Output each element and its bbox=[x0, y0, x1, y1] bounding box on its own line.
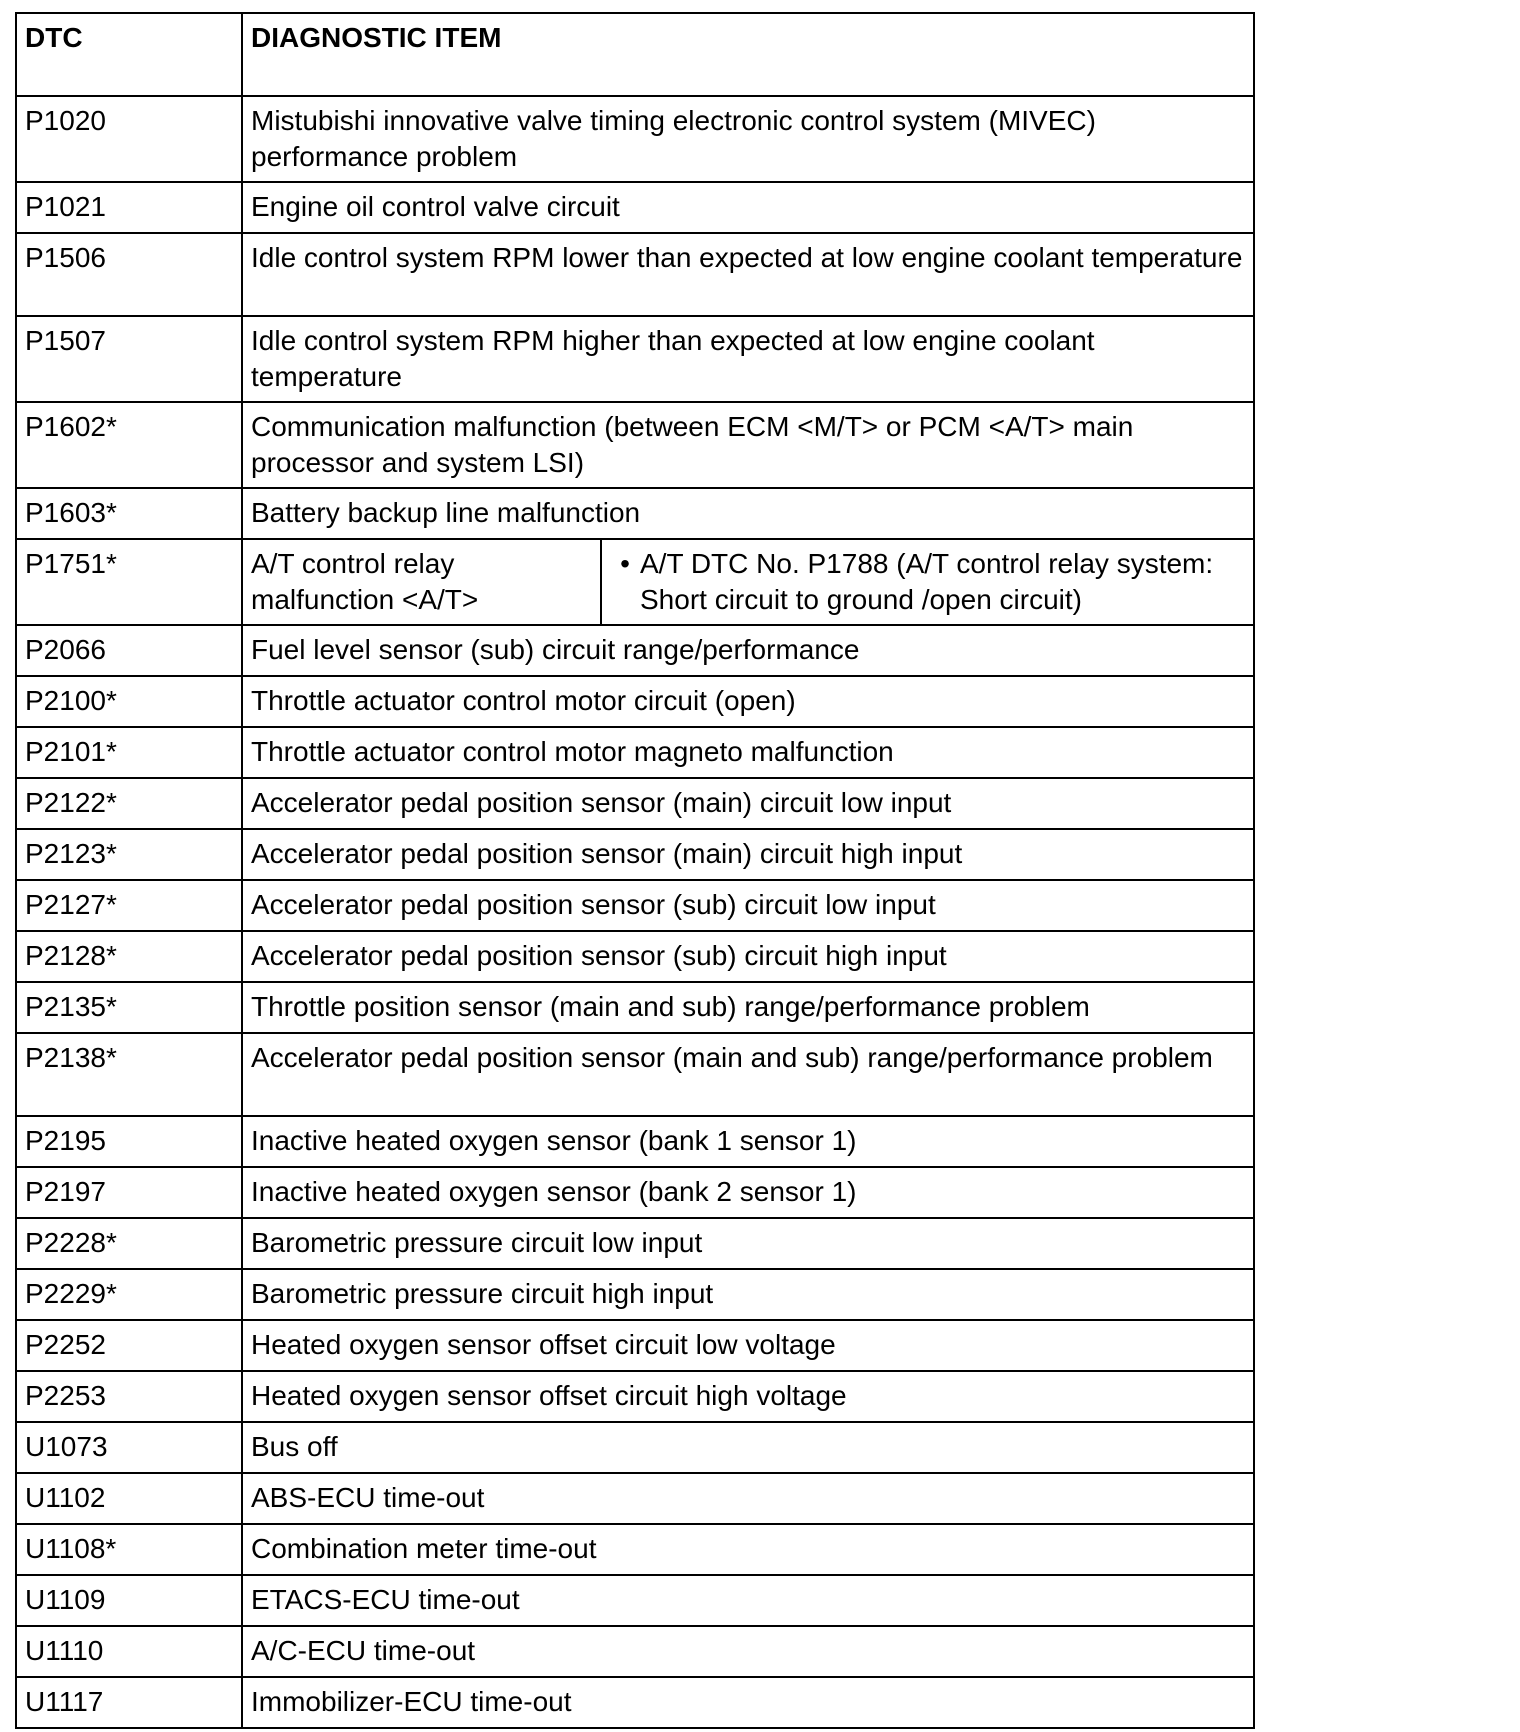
diagnostic-item: Idle control system RPM lower than expected at low engine coolant temperature bbox=[242, 233, 1254, 316]
table-row bbox=[16, 625, 1254, 676]
table-row bbox=[16, 1033, 1254, 1116]
table-row bbox=[16, 676, 1254, 727]
table-row bbox=[16, 931, 1254, 982]
diagnostic-item: ABS-ECU time-out bbox=[242, 1473, 1254, 1524]
diagnostic-note bbox=[601, 539, 1254, 625]
diagnostic-item: Throttle position sensor (main and sub) range/performance problem bbox=[242, 982, 1254, 1033]
dtc-code: P1602* bbox=[16, 402, 242, 488]
note-text: A/T DTC No. P1788 (A/T control relay system: Short circuit to ground /open circuit) bbox=[640, 548, 1214, 615]
diagnostic-item: A/T control relay malfunction <A/T> bbox=[242, 539, 601, 625]
dtc-code: P1751* bbox=[16, 539, 242, 625]
table-row bbox=[16, 1575, 1254, 1626]
diagnostic-item: Accelerator pedal position sensor (main and sub) range/performance problem bbox=[242, 1033, 1254, 1116]
dtc-code: P2135* bbox=[16, 982, 242, 1033]
diagnostic-item: Inactive heated oxygen sensor (bank 1 sensor 1) bbox=[242, 1116, 1254, 1167]
dtc-code: P1506 bbox=[16, 233, 242, 316]
dtc-code: U1110 bbox=[16, 1626, 242, 1677]
table-row bbox=[16, 182, 1254, 233]
dtc-code: P2195 bbox=[16, 1116, 242, 1167]
dtc-code: U1108* bbox=[16, 1524, 242, 1575]
dtc-code: P2123* bbox=[16, 829, 242, 880]
dtc-code: P1021 bbox=[16, 182, 242, 233]
table-row bbox=[16, 1167, 1254, 1218]
dtc-code: P2122* bbox=[16, 778, 242, 829]
table-row bbox=[16, 488, 1254, 539]
table-row bbox=[16, 1320, 1254, 1371]
dtc-code: P2128* bbox=[16, 931, 242, 982]
diagnostic-item: Accelerator pedal position sensor (sub) circuit high input bbox=[242, 931, 1254, 982]
diagnostic-item: Barometric pressure circuit high input bbox=[242, 1269, 1254, 1320]
bullet-icon: • bbox=[620, 548, 630, 579]
dtc-code: P2228* bbox=[16, 1218, 242, 1269]
diagnostic-item: Barometric pressure circuit low input bbox=[242, 1218, 1254, 1269]
dtc-code: U1102 bbox=[16, 1473, 242, 1524]
diagnostic-item: Idle control system RPM higher than expected at low engine coolant temperature bbox=[242, 316, 1254, 402]
table-row bbox=[16, 982, 1254, 1033]
dtc-code: P2101* bbox=[16, 727, 242, 778]
table-row bbox=[16, 727, 1254, 778]
table-row bbox=[16, 539, 1254, 625]
dtc-code: P1020 bbox=[16, 96, 242, 182]
diagnostic-item: Accelerator pedal position sensor (main) circuit low input bbox=[242, 778, 1254, 829]
dtc-code: P2138* bbox=[16, 1033, 242, 1116]
header-dtc: DTC bbox=[16, 13, 242, 96]
table-row bbox=[16, 1371, 1254, 1422]
dtc-code: P2066 bbox=[16, 625, 242, 676]
dtc-code: U1109 bbox=[16, 1575, 242, 1626]
table-row bbox=[16, 1269, 1254, 1320]
dtc-code: U1073 bbox=[16, 1422, 242, 1473]
dtc-code: P2197 bbox=[16, 1167, 242, 1218]
dtc-code: P2229* bbox=[16, 1269, 242, 1320]
diagnostic-item: Mistubishi innovative valve timing electronic control system (MIVEC) performance problem bbox=[242, 96, 1254, 182]
table-row bbox=[16, 1473, 1254, 1524]
dtc-code: P2100* bbox=[16, 676, 242, 727]
diagnostic-item: ETACS-ECU time-out bbox=[242, 1575, 1254, 1626]
dtc-code: P2127* bbox=[16, 880, 242, 931]
dtc-code: P1603* bbox=[16, 488, 242, 539]
table-row bbox=[16, 880, 1254, 931]
dtc-code: U1117 bbox=[16, 1677, 242, 1728]
diagnostic-item: Accelerator pedal position sensor (main) circuit high input bbox=[242, 829, 1254, 880]
diagnostic-item: Fuel level sensor (sub) circuit range/performance bbox=[242, 625, 1254, 676]
diagnostic-item: Communication malfunction (between ECM <M/T> or PCM <A/T> main processor and system LSI) bbox=[242, 402, 1254, 488]
diagnostic-item: Battery backup line malfunction bbox=[242, 488, 1254, 539]
table-row bbox=[16, 316, 1254, 402]
table-row bbox=[16, 1116, 1254, 1167]
diagnostic-item: Heated oxygen sensor offset circuit high voltage bbox=[242, 1371, 1254, 1422]
table-row bbox=[16, 778, 1254, 829]
dtc-code: P2253 bbox=[16, 1371, 242, 1422]
table-row bbox=[16, 1218, 1254, 1269]
table-row bbox=[16, 1626, 1254, 1677]
diagnostic-item: A/C-ECU time-out bbox=[242, 1626, 1254, 1677]
diagnostic-item: Engine oil control valve circuit bbox=[242, 182, 1254, 233]
diagnostic-item: Heated oxygen sensor offset circuit low voltage bbox=[242, 1320, 1254, 1371]
dtc-code: P2252 bbox=[16, 1320, 242, 1371]
diagnostic-item: Accelerator pedal position sensor (sub) circuit low input bbox=[242, 880, 1254, 931]
table-header-row bbox=[16, 13, 1254, 96]
dtc-table bbox=[15, 12, 1255, 1729]
diagnostic-item: Immobilizer-ECU time-out bbox=[242, 1677, 1254, 1728]
table-row bbox=[16, 1677, 1254, 1728]
table-row bbox=[16, 233, 1254, 316]
table-row bbox=[16, 1422, 1254, 1473]
table-row bbox=[16, 402, 1254, 488]
diagnostic-item: Throttle actuator control motor circuit (open) bbox=[242, 676, 1254, 727]
table-row bbox=[16, 1524, 1254, 1575]
diagnostic-item: Inactive heated oxygen sensor (bank 2 sensor 1) bbox=[242, 1167, 1254, 1218]
diagnostic-item: Combination meter time-out bbox=[242, 1524, 1254, 1575]
table-row bbox=[16, 96, 1254, 182]
table-row bbox=[16, 829, 1254, 880]
header-diagnostic-item: DIAGNOSTIC ITEM bbox=[242, 13, 1254, 96]
dtc-code: P1507 bbox=[16, 316, 242, 402]
diagnostic-item: Throttle actuator control motor magneto malfunction bbox=[242, 727, 1254, 778]
note-bullet-item bbox=[610, 546, 1245, 618]
diagnostic-item: Bus off bbox=[242, 1422, 1254, 1473]
